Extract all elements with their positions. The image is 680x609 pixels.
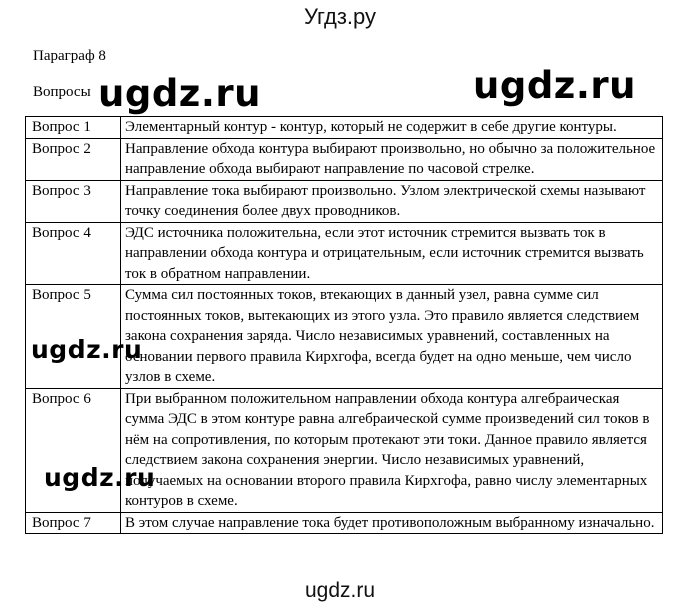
- site-header: Угдз.ру: [303, 4, 377, 29]
- site-footer: ugdz.ru: [304, 579, 376, 602]
- table-row: [26, 512, 663, 534]
- watermark: ugdz.ru: [98, 72, 261, 115]
- answer-text: Направление тока выбирают произвольно. Узлом электрической схемы называют точку соединения более двух проводников.: [121, 180, 663, 222]
- answer-text: Элементарный контур - контур, который не содержит в себе другие контуры.: [121, 117, 663, 139]
- answer-text: ЭДС источника положительна, если этот источник стремится вызвать ток в направлении обхода контура и отрицательным, если источник стремится вызвать ток в обратном направлении.: [121, 222, 663, 285]
- question-label: Вопрос 4: [26, 222, 121, 285]
- table-row: [26, 222, 663, 285]
- answer-text: При выбранном положительном направлении обхода контура алгебраическая сумма ЭДС в этом контуре равна алгебраической сумме произведений сил токов в нём на сопротивления, по которым протекают эти токи. Данное правило является следствием закона сохранения энергии. Число независимых уравнений, получаемых на основании второго правила Кирхгофа, равно числу элементарных контуров в схеме.: [121, 388, 663, 512]
- watermark: ugdz.ru: [31, 335, 143, 364]
- question-label: Вопрос 2: [26, 138, 121, 180]
- question-label: Вопрос 6: [26, 388, 121, 512]
- answer-text: В этом случае направление тока будет противоположным выбранному изначально.: [121, 512, 663, 534]
- question-label: Вопрос 3: [26, 180, 121, 222]
- table-row: [26, 138, 663, 180]
- paragraph-title: Параграф 8: [33, 48, 106, 64]
- section-title: Вопросы: [33, 84, 91, 100]
- question-label: Вопрос 7: [26, 512, 121, 534]
- watermark: ugdz.ru: [44, 463, 156, 492]
- answer-text: Направление обхода контура выбирают произвольно, но обычно за положительное направление обхода выбирают направление по часовой стрелке.: [121, 138, 663, 180]
- question-label: Вопрос 1: [26, 117, 121, 139]
- table-row: [26, 117, 663, 139]
- answer-text: Сумма сил постоянных токов, втекающих в данный узел, равна сумме сил постоянных токов, вытекающих из этого узла. Это правило является следствием закона сохранения заряда. Число независимых уравнений, составленных на основании первого правила Кирхгофа, всегда будет на одно меньше, чем число узлов в схеме.: [121, 285, 663, 389]
- table-row: [26, 388, 663, 512]
- watermark: ugdz.ru: [473, 64, 636, 107]
- table-row: [26, 180, 663, 222]
- question-label: Вопрос 5: [26, 285, 121, 389]
